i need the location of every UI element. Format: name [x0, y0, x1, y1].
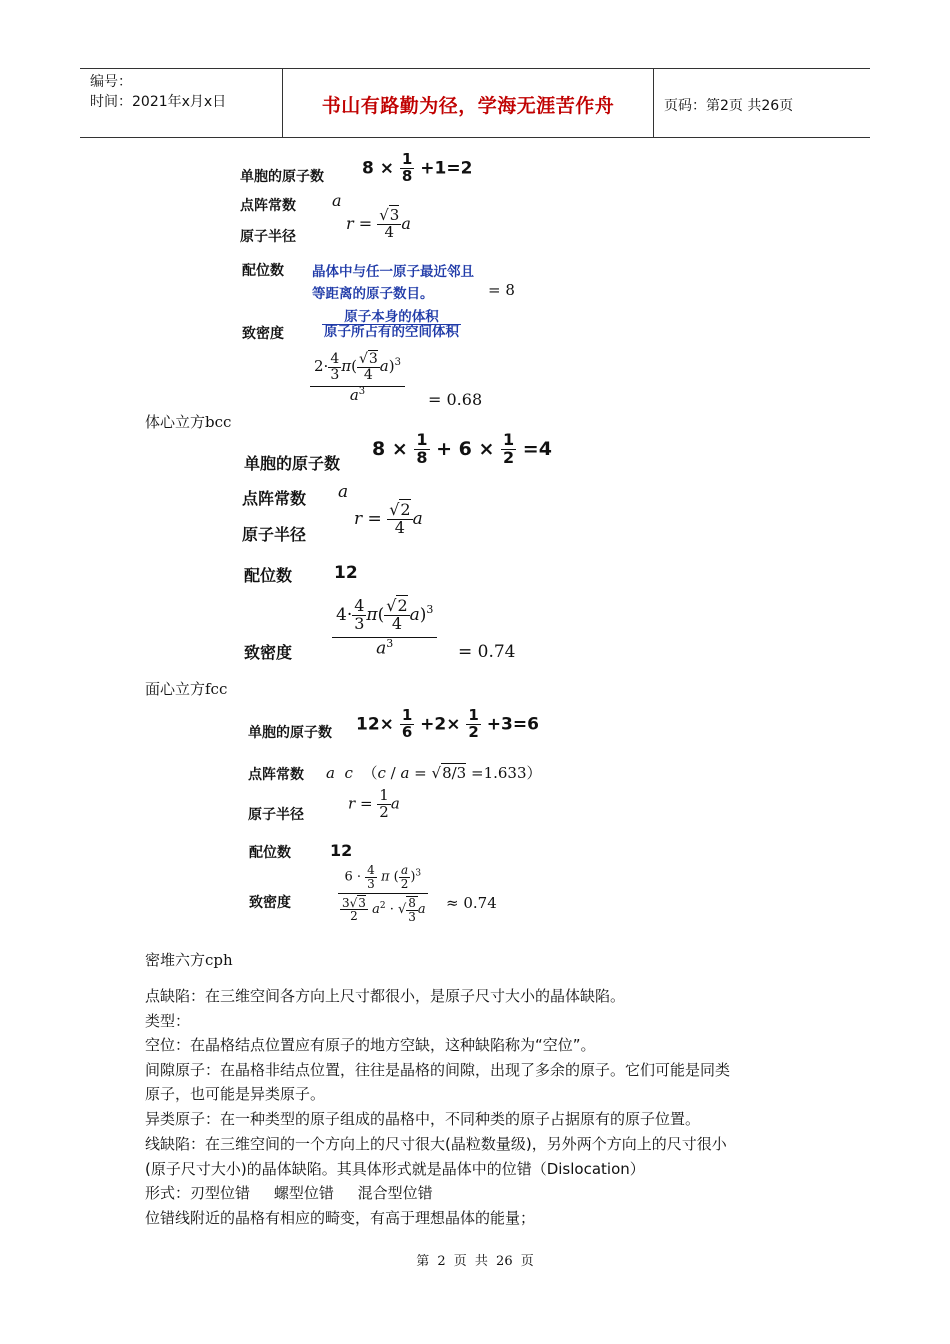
page-footer: 第 2 页 共 26 页 [416, 1254, 534, 1269]
header-meta-cell [80, 69, 283, 137]
paragraph-foreign-atom: 异类原子：在一种类型的原子组成的晶格中，不同种类的原子占据原有的原子位置。 [145, 1110, 701, 1128]
header-table [80, 68, 870, 138]
paragraph-interstitial-2: 原子，也可能是异类原子。 [145, 1085, 326, 1103]
bcc-lattice-value: a [332, 191, 342, 210]
paragraph-types: 类型： [145, 1012, 191, 1030]
bcc-radius-formula: r = $\frac{√3}{4}$ a [346, 206, 411, 241]
fcc-coord-label: 配位数 [244, 566, 293, 585]
paragraph-point-defect: 点缺陷：在三维空间各方向上尺寸都很小，是原子尺寸大小的晶体缺陷。 [145, 987, 626, 1005]
fcc-lattice-value: a [338, 482, 349, 502]
fcc-atoms-formula: 8 × $\frac{1}{8}$ + 6 × $\frac{1}{2}$ =4 [372, 430, 552, 467]
hcp-caption: 密堆六方cph [145, 951, 233, 969]
bcc-density-result: = 0.68 [428, 390, 483, 409]
paragraph-line-defect-1: 线缺陷：在三维空间的一个方向上的尺寸很大(晶粒数量级)，另外两个方向上的尺寸很小 [145, 1135, 727, 1153]
paragraph-line-defect-2: (原子尺寸大小)的晶体缺陷。其具体形式就是晶体中的位错（Dislocation） [145, 1160, 645, 1178]
hcp-radius-formula: r = $\frac{1}{2}$ a [348, 786, 400, 821]
hcp-lattice-ratio: =1.633） [471, 764, 542, 782]
header-page-cell [654, 69, 870, 137]
hcp-density-formula: 6 · $\frac{4}{3}$ π ( $\frac{a}{2}$ )$^3$ $\frac{3√3}{2}$ $a^2$ · √ $\frac{8}{3}$ a [338, 864, 428, 923]
hcp-atoms-formula: 12× $\frac{1}{6}$ +2× $\frac{1}{2}$ +3=6 [356, 706, 539, 741]
bcc-density-formula: 2· $\frac{4}{3}$ π( $\frac{√3}{4}$ a)$^3$ $a^3$ [310, 352, 405, 404]
motto: 书山有路勤为径，学海无涯苦作舟 [321, 95, 615, 117]
hcp-coord-value: 12 [330, 841, 353, 860]
bcc-coord-desc-2: 等距离的原子数目。 [312, 286, 434, 302]
hcp-density-result: ≈ 0.74 [446, 894, 497, 912]
bcc-density-numerator: 原子本身的体积 [322, 310, 461, 325]
hcp-lattice-formula: a c （c / a = √8/3 =1.633） [326, 764, 542, 782]
hcp-atoms-label: 单胞的原子数 [248, 725, 332, 741]
hcp-lattice-label: 点阵常数 [248, 767, 304, 783]
hcp-coord-label: 配位数 [249, 845, 291, 861]
fcc-radius-formula: r = $\frac{√2}{4}$ a [354, 500, 423, 537]
bcc-radius-label: 原子半径 [240, 229, 296, 245]
bcc-lattice-label: 点阵常数 [240, 198, 296, 214]
fcc-atoms-label: 单胞的原子数 [244, 454, 341, 473]
fcc-coord-value: 12 [334, 563, 358, 583]
bcc-coord-value: = 8 [488, 281, 515, 299]
fcc-radius-label: 原子半径 [242, 525, 307, 544]
header-motto-cell [283, 69, 654, 137]
bcc-atoms-label: 单胞的原子数 [240, 169, 324, 185]
hcp-density-label: 致密度 [249, 895, 291, 911]
fcc-density-formula: 4· $\frac{4}{3}$ π( $\frac{√2}{4}$ a)$^3$ $a^3$ [332, 598, 437, 658]
page-label: 页码：第2页 共26页 [664, 98, 794, 114]
fcc-caption: 面心立方fcc [145, 680, 228, 698]
bcc-coord-desc-1: 晶体中与任一原子最近邻且 [312, 264, 474, 280]
number-label: 编号： [90, 74, 132, 90]
fcc-density-result: = 0.74 [458, 642, 516, 662]
paragraph-vacancy: 空位：在晶格结点位置应有原子的地方空缺，这种缺陷称为“空位”。 [145, 1036, 596, 1054]
fcc-lattice-label: 点阵常数 [242, 489, 307, 508]
bcc-density-label: 致密度 [242, 326, 284, 342]
bcc-caption: 体心立方bcc [145, 413, 232, 431]
paragraph-interstitial-1: 间隙原子：在晶格非结点位置，往往是晶格的间隙，出现了多余的原子。它们可能是同类 [145, 1061, 731, 1079]
hcp-radius-label: 原子半径 [248, 807, 304, 823]
paragraph-forms: 形式：刃型位错 螺型位错 混合型位错 [145, 1184, 433, 1202]
fcc-density-label: 致密度 [244, 643, 293, 662]
bcc-density-denominator: 原子所占有的空间体积 [324, 324, 459, 341]
paragraph-dislocation-energy: 位错线附近的晶格有相应的畸变，有高于理想晶体的能量； [145, 1209, 536, 1227]
bcc-density-definition [322, 310, 461, 339]
bcc-coord-label: 配位数 [242, 263, 284, 279]
time-label: 时间：2021年x月x日 [90, 94, 227, 110]
bcc-atoms-formula: 8 × $\frac{1}{8}$ +1=2 [362, 150, 473, 185]
